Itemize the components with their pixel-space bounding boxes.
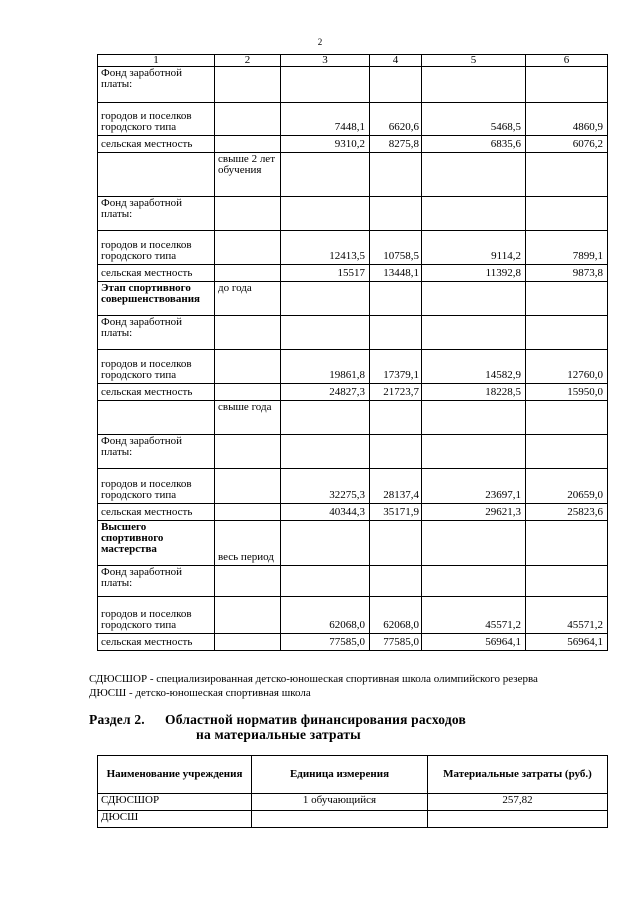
material-costs-table	[97, 755, 608, 828]
value-cell: 23697,1	[422, 469, 526, 504]
value-cell	[281, 435, 370, 469]
table-row	[98, 265, 608, 282]
value-cell: 21723,7	[370, 384, 422, 401]
cost-cell: 257,82	[428, 794, 608, 811]
period-cell	[215, 136, 281, 153]
value-cell: 45571,2	[422, 597, 526, 634]
row-label: городов и поселков городского типа	[98, 103, 215, 136]
value-cell: 12760,0	[526, 350, 608, 384]
value-cell	[281, 401, 370, 435]
value-cell	[422, 435, 526, 469]
value-cell: 29621,3	[422, 504, 526, 521]
value-cell	[526, 566, 608, 597]
column-header: Единица измерения	[252, 756, 428, 794]
row-label: городов и поселков городского типа	[98, 350, 215, 384]
value-cell: 77585,0	[281, 634, 370, 651]
section-title-line2: на материальные затраты	[196, 727, 361, 742]
table-row	[98, 794, 608, 811]
row-label	[98, 401, 215, 435]
period-cell	[215, 566, 281, 597]
period-cell	[215, 469, 281, 504]
period-cell: до года	[215, 282, 281, 316]
value-cell	[370, 521, 422, 566]
cost-cell	[428, 811, 608, 828]
section-heading	[89, 712, 466, 742]
value-cell: 9873,8	[526, 265, 608, 282]
row-label: сельская местность	[98, 504, 215, 521]
value-cell: 12413,5	[281, 231, 370, 265]
table-row	[98, 136, 608, 153]
row-label: городов и поселков городского типа	[98, 231, 215, 265]
value-cell: 45571,2	[526, 597, 608, 634]
salary-fund-table	[97, 54, 608, 651]
period-cell	[215, 103, 281, 136]
table-row	[98, 597, 608, 634]
value-cell	[422, 153, 526, 197]
value-cell: 62068,0	[281, 597, 370, 634]
value-cell	[422, 67, 526, 103]
unit-cell: 1 обучающийся	[252, 794, 428, 811]
column-header: 4	[370, 55, 422, 67]
table-row	[98, 282, 608, 316]
table-row	[98, 316, 608, 350]
institution-cell: ДЮСШ	[98, 811, 252, 828]
table-row	[98, 811, 608, 828]
value-cell: 35171,9	[370, 504, 422, 521]
table-row	[98, 384, 608, 401]
row-label: Фонд заработной платы:	[98, 197, 215, 231]
row-label: сельская местность	[98, 634, 215, 651]
period-cell	[215, 67, 281, 103]
value-cell	[422, 316, 526, 350]
value-cell: 56964,1	[526, 634, 608, 651]
value-cell	[370, 67, 422, 103]
period-cell: свыше года	[215, 401, 281, 435]
value-cell	[526, 153, 608, 197]
value-cell: 9114,2	[422, 231, 526, 265]
value-cell	[370, 401, 422, 435]
value-cell: 28137,4	[370, 469, 422, 504]
unit-cell	[252, 811, 428, 828]
value-cell	[281, 316, 370, 350]
table-row	[98, 401, 608, 435]
value-cell	[281, 282, 370, 316]
value-cell: 7448,1	[281, 103, 370, 136]
page-number: 2	[317, 37, 323, 47]
table-row	[98, 435, 608, 469]
table-header-row	[98, 55, 608, 67]
table-row	[98, 566, 608, 597]
period-cell	[215, 597, 281, 634]
period-cell	[215, 384, 281, 401]
value-cell: 6620,6	[370, 103, 422, 136]
row-label: Фонд заработной платы:	[98, 435, 215, 469]
value-cell	[370, 316, 422, 350]
period-cell	[215, 350, 281, 384]
value-cell: 40344,3	[281, 504, 370, 521]
period-cell	[215, 231, 281, 265]
row-label: Фонд заработной платы:	[98, 566, 215, 597]
value-cell: 11392,8	[422, 265, 526, 282]
row-label: сельская местность	[98, 136, 215, 153]
value-cell	[422, 197, 526, 231]
stage-label: Высшего спортивного мастерства	[98, 521, 215, 566]
value-cell	[281, 67, 370, 103]
period-cell	[215, 634, 281, 651]
period-cell	[215, 435, 281, 469]
value-cell: 7899,1	[526, 231, 608, 265]
row-label: городов и поселков городского типа	[98, 469, 215, 504]
value-cell: 62068,0	[370, 597, 422, 634]
value-cell	[422, 521, 526, 566]
value-cell	[281, 521, 370, 566]
row-label: Фонд заработной платы:	[98, 316, 215, 350]
value-cell: 77585,0	[370, 634, 422, 651]
value-cell: 24827,3	[281, 384, 370, 401]
table-row	[98, 231, 608, 265]
value-cell: 18228,5	[422, 384, 526, 401]
value-cell	[422, 566, 526, 597]
period-cell: весь период	[215, 521, 281, 566]
value-cell	[526, 401, 608, 435]
row-label: сельская местность	[98, 265, 215, 282]
column-header: 2	[215, 55, 281, 67]
row-label: Фонд заработной платы:	[98, 67, 215, 103]
value-cell	[526, 197, 608, 231]
row-label: сельская местность	[98, 384, 215, 401]
value-cell: 6835,6	[422, 136, 526, 153]
value-cell	[281, 153, 370, 197]
period-cell	[215, 197, 281, 231]
column-header: 3	[281, 55, 370, 67]
table-row	[98, 153, 608, 197]
value-cell: 19861,8	[281, 350, 370, 384]
value-cell	[370, 153, 422, 197]
value-cell: 25823,6	[526, 504, 608, 521]
section-number: Раздел 2.	[89, 712, 145, 727]
value-cell	[370, 282, 422, 316]
value-cell: 13448,1	[370, 265, 422, 282]
table-row	[98, 197, 608, 231]
table-row	[98, 350, 608, 384]
period-cell	[215, 504, 281, 521]
footnote-sdyushor: СДЮСШОР - специализированная детско-юношеская спортивная школа олимпийского резерва	[89, 673, 538, 685]
value-cell	[526, 316, 608, 350]
value-cell: 17379,1	[370, 350, 422, 384]
value-cell	[526, 435, 608, 469]
value-cell: 14582,9	[422, 350, 526, 384]
table-header-row	[98, 756, 608, 794]
value-cell	[526, 282, 608, 316]
value-cell: 5468,5	[422, 103, 526, 136]
column-header: Материальные затраты (руб.)	[428, 756, 608, 794]
value-cell: 10758,5	[370, 231, 422, 265]
table-row	[98, 504, 608, 521]
section-title-line1: Областной норматив финансирования расходов	[165, 712, 466, 727]
value-cell: 4860,9	[526, 103, 608, 136]
value-cell: 6076,2	[526, 136, 608, 153]
value-cell	[526, 67, 608, 103]
table-row	[98, 67, 608, 103]
column-header: 5	[422, 55, 526, 67]
value-cell	[422, 401, 526, 435]
value-cell	[370, 435, 422, 469]
value-cell: 15950,0	[526, 384, 608, 401]
table-row	[98, 103, 608, 136]
value-cell: 9310,2	[281, 136, 370, 153]
value-cell	[422, 282, 526, 316]
value-cell: 56964,1	[422, 634, 526, 651]
value-cell: 20659,0	[526, 469, 608, 504]
stage-label: Этап спортивного совершенствования	[98, 282, 215, 316]
table-row	[98, 469, 608, 504]
value-cell	[370, 197, 422, 231]
value-cell: 32275,3	[281, 469, 370, 504]
value-cell: 8275,8	[370, 136, 422, 153]
period-cell: свыше 2 лет обучения	[215, 153, 281, 197]
institution-cell: СДЮСШОР	[98, 794, 252, 811]
column-header: 6	[526, 55, 608, 67]
table-row	[98, 521, 608, 566]
value-cell	[281, 566, 370, 597]
period-cell	[215, 316, 281, 350]
row-label	[98, 153, 215, 197]
value-cell	[526, 521, 608, 566]
value-cell	[370, 566, 422, 597]
table-row	[98, 634, 608, 651]
period-cell	[215, 265, 281, 282]
value-cell: 15517	[281, 265, 370, 282]
value-cell	[281, 197, 370, 231]
footnote-dyussh: ДЮСШ - детско-юношеская спортивная школа	[89, 687, 311, 699]
column-header: Наименование учреждения	[98, 756, 252, 794]
column-header: 1	[98, 55, 215, 67]
row-label: городов и поселков городского типа	[98, 597, 215, 634]
